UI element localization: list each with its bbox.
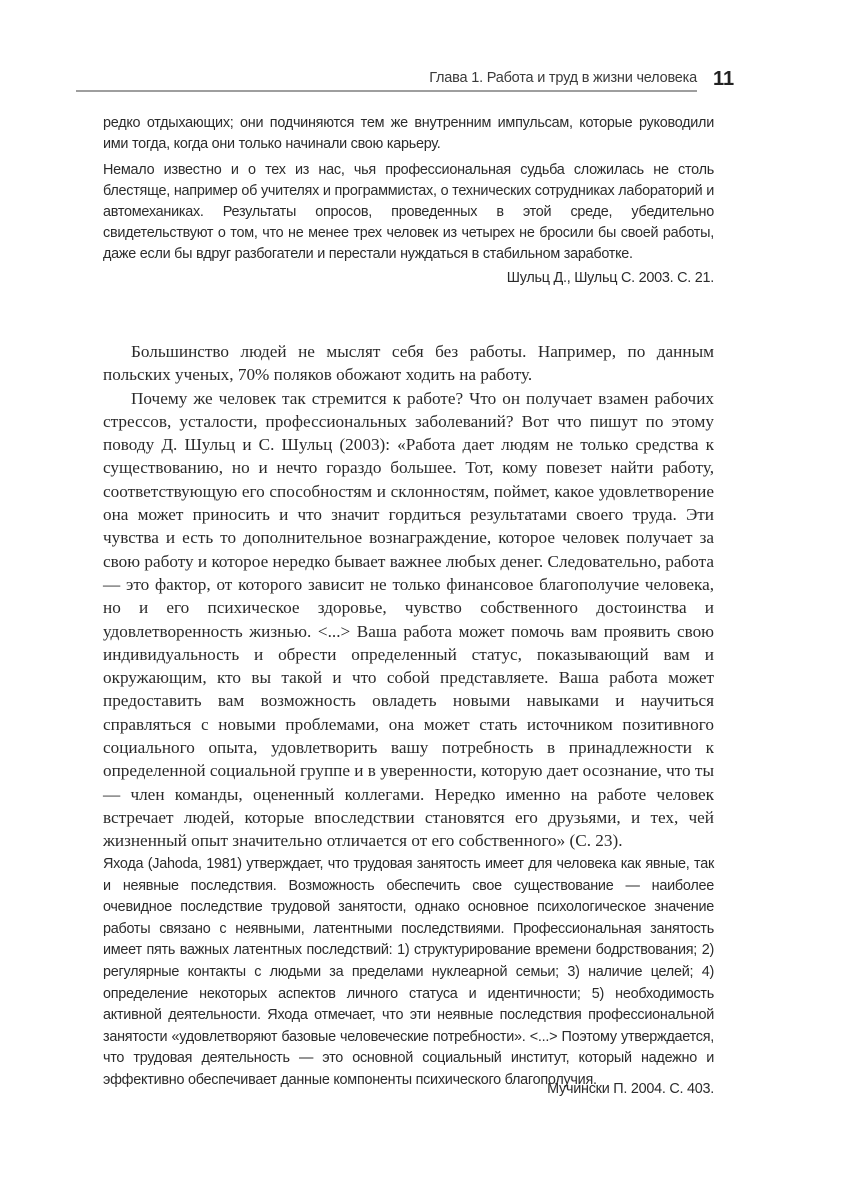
main-body-text [103,340,714,853]
quote-paragraph: Немало известно и о тех из нас, чья профессиональная судьба сложилась не столь блестяще, например об учителях и программистах, о технических сотрудниках лабораторий и автомеханиках. Результаты опросов, проведенных в этой среде, убедительно свидетельствуют о том, что не менее трех человек из четырех не бросили бы своей работы, даже если бы вдруг разбогатели и перестали нуждаться в стабильном заработке. [103,162,714,262]
quote-paragraph: редко отдыхающих; они подчиняются тем же внутренним импульсам, которые руководили ими тогда, когда они только начинали свою карьеру. [103,115,714,152]
body-paragraph: Большинство людей не мыслят себя без работы. Например, по данным польских ученых, 70% поляков обожают ходить на работу. [103,342,714,385]
quote-citation: Мучински П. 2004. С. 403. [547,1081,714,1097]
epigraph-quote-bottom [103,854,714,1092]
body-paragraph: Почему же человек так стремится к работе? Что он получает взамен рабочих стрессов, усталости, профессиональных заболеваний? Вот что пишут по этому поводу Д. Шульц и С. Шульц (2003): «Работа дает людям не только средства к существованию, но и нечто гораздо большее. Тот, кому повезет найти работу, соответствующую его способностям и склонностям, поймет, какое удовлетворение она может приносить и что значит гордиться результатами своего труда. Эти чувства и есть то дополнительное вознаграждение, которое человек получает за свою работу и которое нередко бывает важнее любых денег. Следовательно, работа — это фактор, от которого зависит не только финансовое благополучие человека, но и его психическое здоровье, чувство собственного достоинства и удовлетворенность жизнью. <...> Ваша работа может помочь вам проявить свою индивидуальность и обрести определенный статус, показывающий вам и окружающим, кто вы такой и что собой представляете. Ваша работа может предоставить вам возможность овладеть новыми навыками и научиться справляться с новыми проблемами, она может стать источником позитивного социального опыта, удовлетворить вашу потребность в принадлежности к определенной социальной группе и в уверенности, которую дает осознание, что ты — член команды, оцененный коллегами. Нередко именно на работе человек встречает людей, которые впоследствии становятся его друзьями, и тех, чей жизненный опыт значительно отличается от его собственного» (С. 23). [103,388,714,851]
quote-citation: Шульц Д., Шульц С. 2003. С. 21. [506,270,714,286]
quote-paragraph: Яхода (Jahoda, 1981) утверждает, что трудовая занятость имеет для человека как явные, так и неявные последствия. Возможность обеспечить свое существование — наиболее очевидное последствие трудовой занятости, однако основное психологическое значение работы связано с неявными, латентными последствиями. Профессиональная занятость имеет пять важных латентных последствий: 1) структурирование времени бодрствования; 2) регулярные контакты с людьми за пределами нуклеарной семьи; 3) наличие целей; 4) определение некоторых аспектов личного статуса и идентичности; 5) необходимость активной деятельности. Яхода отмечает, что эти неявные последствия профессиональной занятости «удовлетворяют базовые человеческие потребности». <...> Поэтому утверждается, что трудовая деятельность — это основной социальный институт, который надежно и эффективно обеспечивает данные компоненты психического благополучия. [103,856,714,1088]
epigraph-quote-top [103,113,714,265]
page-number: 11 [713,68,735,90]
running-header [76,68,697,92]
chapter-title: Глава 1. Работа и труд в жизни человека [429,70,697,86]
